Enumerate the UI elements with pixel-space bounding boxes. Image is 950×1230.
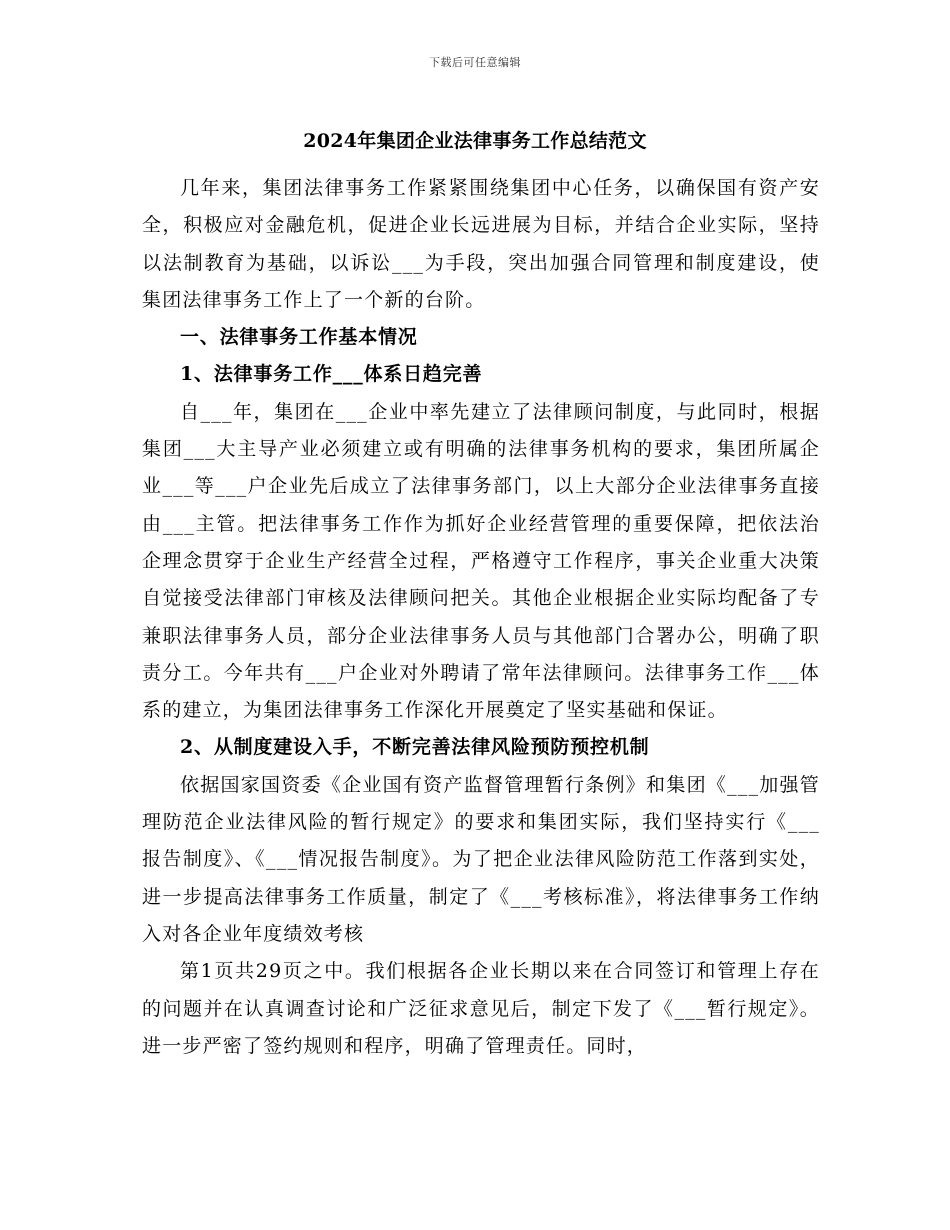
subsection-2-paragraph-2: 第1页共29页之中。我们根据各企业长期以来在合同签订和管理上存在的问题并在认真调查讨论和广泛征求意见后，制定下发了《___暂行规定》。进一步严密了签约规则和程序，明确了管理责任。同时， bbox=[142, 960, 820, 1057]
intro-paragraph: 几年来，集团法律事务工作紧紧围绕集团中心任务，以确保国有资产安全，积极应对金融危机，促进企业长远进展为目标，并结合企业实际，坚持以法制教育为基础，以诉讼___为手段，突出加强合同管理和制度建设，使集团法律事务工作上了一个新的台阶。 bbox=[142, 177, 820, 311]
section-heading-1: 一、法律事务工作基本情况 bbox=[180, 326, 418, 349]
subsection-heading-1: 1、法律事务工作___体系日趋完善 bbox=[180, 363, 483, 386]
subsection-1-paragraph: 自___年，集团在___企业中率先建立了法律顾问制度，与此同时，根据集团___大主导产业必须建立或有明确的法律事务机构的要求，集团所属企业___等___户企业先后成立了法律事务部门，以上大部分企业法律事务直接由___主管。把法律事务工作作为抓好企业经营管理的重要保障，把依法治企理念贯穿于企业生产经营全过程，严格遵守工作程序，事关企业重大决策自觉接受法律部门审核及法律顾问把关。其他企业根据企业实际均配备了专兼职法律事务人员，部分企业法律事务人员与其他部门合署办公，明确了职责分工。今年共有___户企业对外聘请了常年法律顾问。法律事务工作___体系的建立，为集团法律事务工作深化开展奠定了坚实基础和保证。 bbox=[142, 400, 820, 722]
subsection-heading-2: 2、从制度建设入手，不断完善法律风险预防预控机制 bbox=[180, 736, 650, 759]
page-header-note: 下载后可任意编辑 bbox=[429, 56, 521, 69]
subsection-2-paragraph-1: 依据国家国资委《企业国有资产监督管理暂行条例》和集团《___加强管理防范企业法律风险的暂行规定》的要求和集团实际，我们坚持实行《___报告制度》、《___情况报告制度》。为了把企业法律风险防范工作落到实处，进一步提高法律事务工作质量，制定了《___考核标准》，将法律事务工作纳入对各企业年度绩效考核 bbox=[142, 773, 820, 945]
document-title: 2024年集团企业法律事务工作总结范文 bbox=[303, 130, 647, 152]
document-body bbox=[142, 170, 820, 1065]
